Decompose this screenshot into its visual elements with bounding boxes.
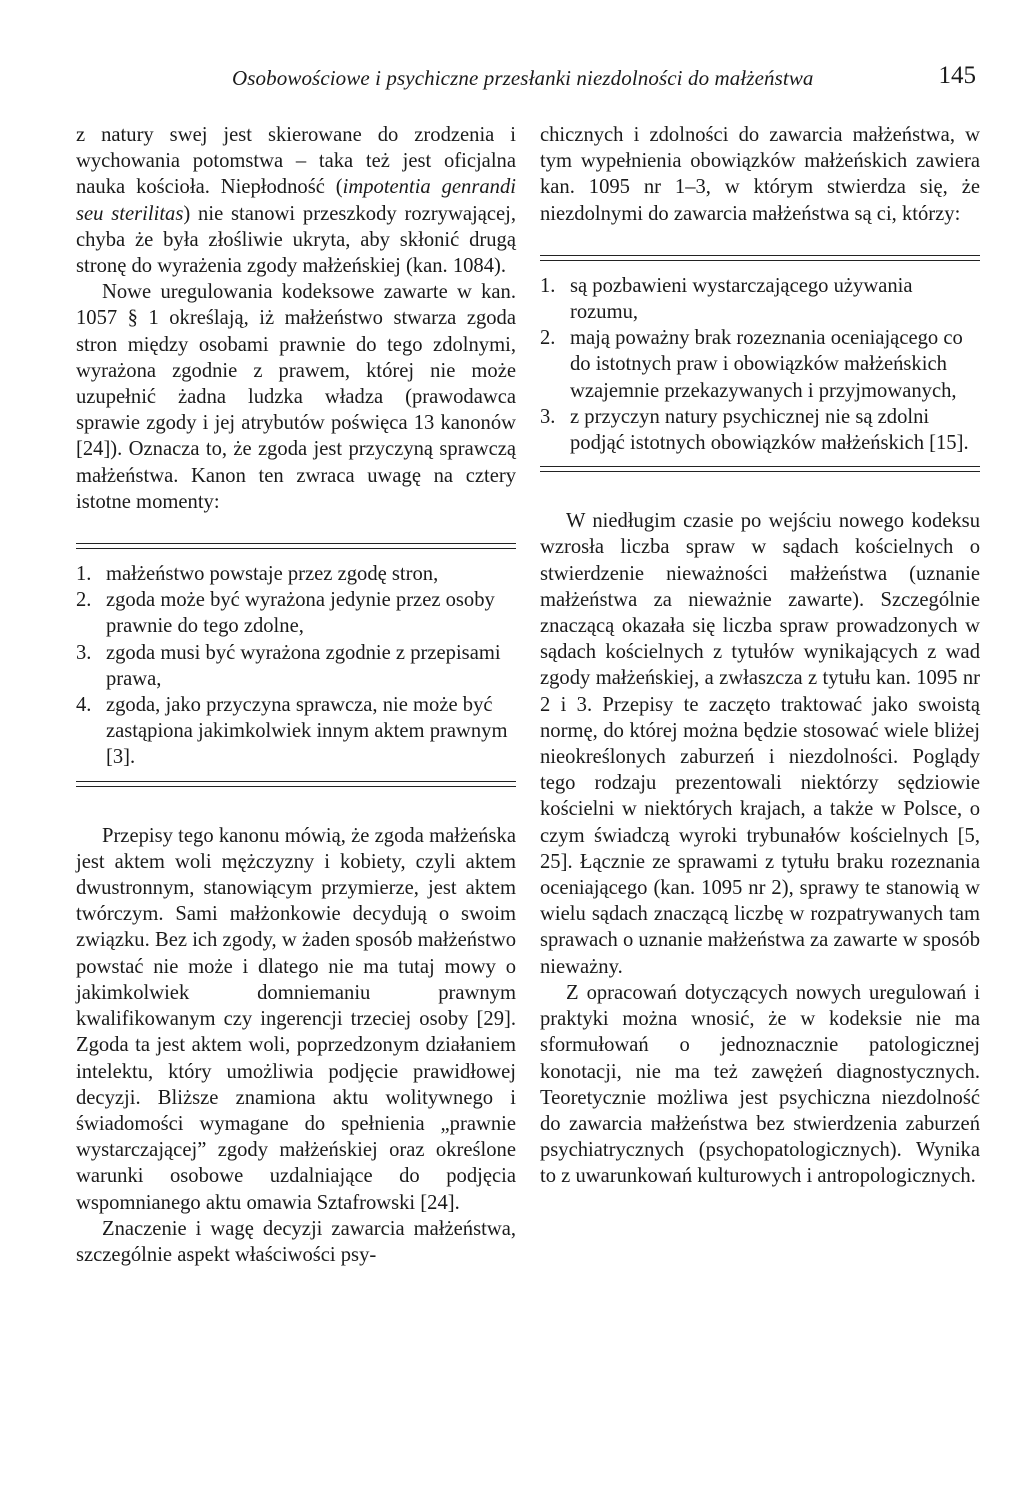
paragraph-right-3: Z opracowań dotyczących nowych uregulowań i praktyki można wnosić, że w kodeksie nie ma sformułowań o jednoznacznie patologicznej konotacji, nie ma też zawężeń diagnostycznych. Teoretycznie możliwa jest psychiczna niezdolność do zawarcia małżeństwa bez stwierdzenia zaburzeń psychiatrycznych (psychopatologicznych). Wynika to z uwarunkowań kulturowych i antropologicznych. bbox=[540, 981, 980, 1188]
paragraph-right-1: chicznych i zdolności do zawarcia małżeństwa, w tym wypełnienia obowiązków małżeńskich zawiera kan. 1095 nr 1–3, w którym stwierdza się, że niezdolnymi do zawarcia małżeństwa są ci, którzy: bbox=[540, 124, 980, 225]
paragraph-left-4: Znaczenie i wagę decyzji zawarcia małżeństwa, szczególnie aspekt właściwości psy- bbox=[76, 1217, 516, 1266]
paragraph-right-2: W niedługim czasie po wejściu nowego kodeksu wzrosła liczba spraw w sądach kościelnych o stwierdzenie nieważności małżeństwa (uznanie małżeństwa za nieważnie zawarte). Szczególnie znaczącą okazała się liczba spraw prowadzonych w sądach kościelnych z tytułów wynikających z wad zgody małżeńskiej, a zwłaszcza z tytułu kan. 1095 nr 2 i 3. Przepisy te zaczęto traktować jako swoistą normę, do której można będzie stosować wiele bliżej nieokreślonych zaburzeń i niezdolności. Poglądy tego rodzaju prezentowali niektórzy sędziowie kościelni w niektórych krajach, a także w Polsce, o czym świadczą wyroki trybunałów kościelnych [5, 25]. Łącznie ze sprawami z tytułu braku rozeznania oceniającego (kan. 1095 nr 2), sprawy te stanowią w wielu sądach znaczącą liczbę w rozpatrywanych tam sprawach o uznanie małżeństwa za zawarte w sposób nieważny. bbox=[540, 510, 980, 978]
paragraph-left-1-a: z natury swej jest skierowane do zrodzenia i wychowania potomstwa – taka też jest oficjalna nauka kościoła. Niepłodność ( bbox=[76, 124, 516, 199]
running-header bbox=[0, 62, 1024, 102]
running-title: Osobowościowe i psychiczne przesłanki niezdolności do małżeństwa bbox=[232, 66, 814, 90]
list-item: 1. małżeństwo powstaje przez zgodę stron, bbox=[76, 563, 439, 586]
list-item: 3. zgoda musi być wyrażona zgodnie z przepisami prawa, bbox=[76, 641, 501, 690]
left-column bbox=[76, 122, 516, 1268]
paragraph-left-1-b: ) nie stanowi przeszkody rozrywającej, chyba że była złośliwie ukryta, aby skłonić drugą stronę do wyrażenia zgody małżeńskiej (kan. 1084). bbox=[76, 202, 516, 278]
list-item: 2. mają poważny brak rozeznania oceniającego co do istotnych praw i obowiązków małżeńskich wzajemnie przekazywanych i przyjmowanych, bbox=[540, 327, 963, 402]
canon-1057-list bbox=[76, 561, 516, 771]
paragraph-left-3: Przepisy tego kanonu mówią, że zgoda małżeńska jest aktem woli mężczyzny i kobiety, czyli aktem dwustronnym, stanowiącym przymierze, jest aktem twórczym. Sami małżonkowie decydują o swoim związku. Bez ich zgody, w żaden sposób małżeństwo powstać nie może i dlatego nie ma tutaj mowy o jakimkolwiek domniemaniu prawnym kwalifikowanym czy ingerencji trzeciej osoby [29]. Zgoda ta jest aktem woli, poprzedzonym działaniem intelektu, który umożliwia podjęcie prawidłowej decyzji. Bliższe znamiona aktu wolitywnego i świadomości wymagane do spełnienia „prawnie wystarczającej” zgody małżeńskiej oraz określone warunki osobowe uzdalniające do podjęcia wspomnianego aktu omawia Sztafrowski [24]. bbox=[76, 824, 516, 1214]
paragraph-left-2: Nowe uregulowania kodeksowe zawarte w kan. 1057 § 1 określają, iż małżeństwo stwarza zgoda stron między osobami prawnie do tego zdolnymi, wyrażona zgodnie z prawem, której nie może uzupełnić żadna ludzka władza (prawodawca sprawie zgody i jej atrybutów poświęca 13 kanonów [24]). Oznacza to, że zgoda jest przyczyną sprawczą małżeństwa. Kanon ten zwraca uwagę na cztery istotne momenty: bbox=[76, 281, 516, 513]
latin-term: impotentia genrandi seu sterilitas bbox=[76, 176, 516, 225]
list-item: 2. zgoda może być wyrażona jedynie przez osoby prawnie do tego zdolne, bbox=[76, 589, 495, 638]
canon-1095-list bbox=[540, 273, 980, 456]
list-item: 4. zgoda, jako przyczyna sprawcza, nie może być zastąpiona jakimkolwiek innym aktem prawnym [3]. bbox=[76, 694, 508, 769]
right-column bbox=[540, 122, 980, 1190]
list-item: 1. są pozbawieni wystarczającego używania rozumu, bbox=[540, 274, 913, 324]
page-number: 145 bbox=[938, 62, 976, 89]
list-item: 3. z przyczyn natury psychicznej nie są zdolni podjąć istotnych obowiązków małżeńskich [15]. bbox=[540, 405, 969, 455]
paragraph-left-1 bbox=[76, 122, 516, 279]
